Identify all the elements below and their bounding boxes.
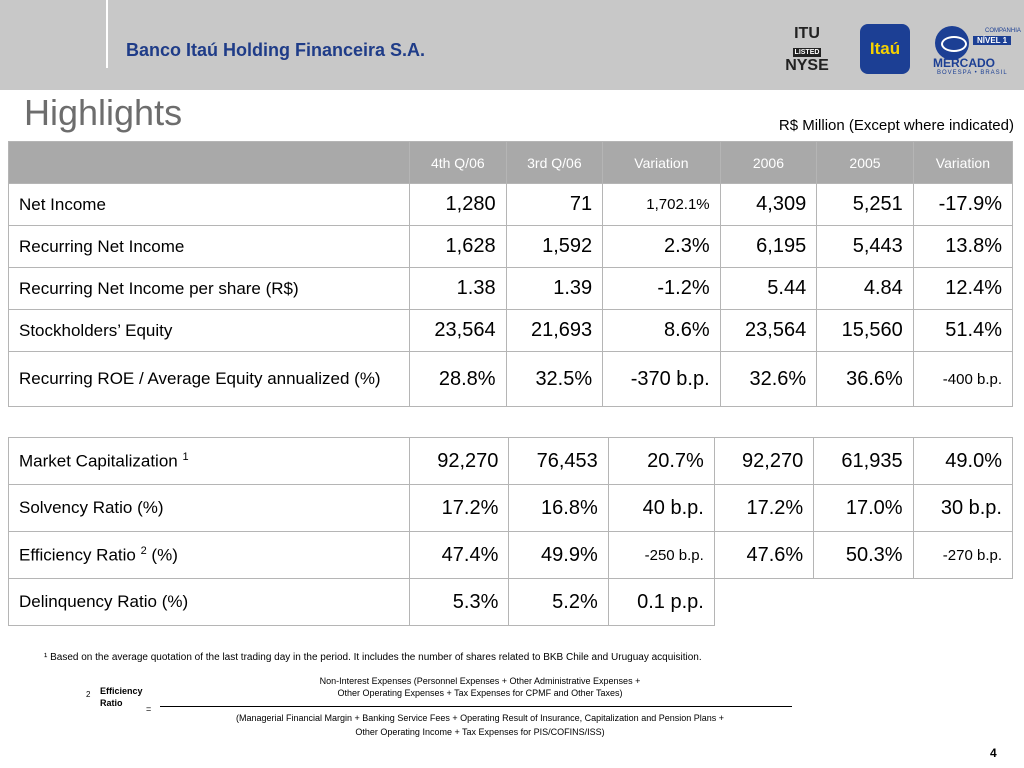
efficiency-ratio-formula <box>100 676 800 746</box>
page-title: Highlights <box>24 92 183 133</box>
footnote-1: ¹ Based on the average quotation of the last trading day in the period. It includes the number of shares related to BKB Chile and Uruguay acquisition. <box>44 652 702 663</box>
table-cell: 17.0% <box>814 485 913 532</box>
row-label-text: Efficiency Ratio <box>19 545 141 565</box>
row-label <box>9 532 410 579</box>
nyse-logo-line1: ITU <box>794 25 820 42</box>
bovespa-logo-name: MERCADO <box>933 56 995 70</box>
column-header: Variation <box>913 142 1012 184</box>
fraction-bar <box>160 706 792 707</box>
table-cell: 5.3% <box>410 579 509 626</box>
table-row <box>9 268 1013 310</box>
table-cell: 12.4% <box>913 268 1012 310</box>
table-cell: -370 b.p. <box>603 352 720 407</box>
table-cell: 28.8% <box>410 352 507 407</box>
column-header: 4th Q/06 <box>410 142 507 184</box>
nyse-logo-line3: NYSE <box>785 57 829 74</box>
table-cell: -250 b.p. <box>608 532 714 579</box>
empty-cell <box>714 579 813 626</box>
formula-label-line1: Efficiency <box>100 686 143 696</box>
table-cell: 71 <box>506 184 603 226</box>
numerator-line1: Non-Interest Expenses (Personnel Expenses + Other Administrative Expenses + <box>319 676 641 686</box>
table-cell: 0.1 p.p. <box>608 579 714 626</box>
row-label: Delinquency Ratio (%) <box>9 579 410 626</box>
table-cell: -270 b.p. <box>913 532 1012 579</box>
table-cell: 13.8% <box>913 226 1012 268</box>
table-row <box>9 532 1013 579</box>
table-row <box>9 352 1013 407</box>
table-cell: 61,935 <box>814 438 913 485</box>
column-header: 2005 <box>817 142 914 184</box>
row-label: Stockholders’ Equity <box>9 310 410 352</box>
empty-cell <box>913 579 1012 626</box>
column-header <box>9 142 410 184</box>
table-cell: 49.0% <box>913 438 1012 485</box>
table-cell: 5,443 <box>817 226 914 268</box>
formula-label <box>100 686 143 709</box>
table-cell: 17.2% <box>714 485 813 532</box>
footnote-2-marker: 2 <box>86 690 91 699</box>
table-header-row <box>9 142 1013 184</box>
page-number: 4 <box>990 746 997 760</box>
table-cell: 32.5% <box>506 352 603 407</box>
table-row <box>9 579 1013 626</box>
denominator-line2: Other Operating Income + Tax Expenses for PIS/COFINS/ISS) <box>355 726 605 737</box>
bovespa-logo-sub: BOVESPA • BRASIL <box>937 70 1008 76</box>
row-label: Recurring Net Income per share (R$) <box>9 268 410 310</box>
table-cell: 1,592 <box>506 226 603 268</box>
table-cell: 92,270 <box>410 438 509 485</box>
table-cell: 5.44 <box>720 268 817 310</box>
row-label-suffix: (%) <box>146 545 178 565</box>
nyse-logo-line2: LISTED <box>794 49 820 56</box>
row-label-text: Market Capitalization <box>19 451 183 471</box>
footnote-marker: 2 <box>140 544 147 557</box>
table-row <box>9 438 1013 485</box>
row-label: Recurring ROE / Average Equity annualized (%) <box>9 352 410 407</box>
table-cell: 4,309 <box>720 184 817 226</box>
formula-equals: = <box>146 704 152 714</box>
table-row <box>9 310 1013 352</box>
ratios-table <box>8 437 1013 626</box>
table-cell: 51.4% <box>913 310 1012 352</box>
table-cell: 47.6% <box>714 532 813 579</box>
table-cell: 1,280 <box>410 184 507 226</box>
header-bar <box>0 0 1024 90</box>
table-cell: 92,270 <box>714 438 813 485</box>
numerator-line2: Other Operating Expenses + Tax Expenses for CPMF and Other Taxes) <box>337 687 623 698</box>
bovespa-logo <box>933 26 1021 78</box>
table-cell: 1.39 <box>506 268 603 310</box>
row-label: Solvency Ratio (%) <box>9 485 410 532</box>
column-header: 2006 <box>720 142 817 184</box>
table-cell: 5,251 <box>817 184 914 226</box>
table-cell: 49.9% <box>509 532 608 579</box>
table-cell: -400 b.p. <box>913 352 1012 407</box>
column-header: 3rd Q/06 <box>506 142 603 184</box>
units-note: R$ Million (Except where indicated) <box>778 117 1014 134</box>
table-cell: -1.2% <box>603 268 720 310</box>
empty-cell <box>814 579 913 626</box>
table-cell: 16.8% <box>509 485 608 532</box>
row-label: Net Income <box>9 184 410 226</box>
header-divider <box>106 0 108 68</box>
table-cell: 2.3% <box>603 226 720 268</box>
table-cell: 6,195 <box>720 226 817 268</box>
row-label: Recurring Net Income <box>9 226 410 268</box>
table-cell: 8.6% <box>603 310 720 352</box>
table-cell: 30 b.p. <box>913 485 1012 532</box>
table-row <box>9 184 1013 226</box>
table-cell: 76,453 <box>509 438 608 485</box>
globe-icon <box>935 26 969 60</box>
table-cell: 50.3% <box>814 532 913 579</box>
footnote-marker: 1 <box>182 450 189 463</box>
itau-logo: Itaú <box>860 24 910 74</box>
row-label <box>9 438 410 485</box>
table-cell: 17.2% <box>410 485 509 532</box>
table-cell: 15,560 <box>817 310 914 352</box>
bovespa-logo-level: NÍVEL 1 <box>973 36 1011 45</box>
company-name: Banco Itaú Holding Financeira S.A. <box>126 40 426 60</box>
table-cell: 47.4% <box>410 532 509 579</box>
table-cell: 32.6% <box>720 352 817 407</box>
table-cell: 1,628 <box>410 226 507 268</box>
formula-denominator <box>210 712 750 739</box>
column-header: Variation <box>603 142 720 184</box>
table-row <box>9 485 1013 532</box>
nyse-logo <box>783 26 831 74</box>
table-cell: -17.9% <box>913 184 1012 226</box>
formula-label-line2: Ratio <box>100 697 123 708</box>
table-cell: 23,564 <box>410 310 507 352</box>
table-cell: 36.6% <box>817 352 914 407</box>
table-cell: 1,702.1% <box>603 184 720 226</box>
table-cell: 40 b.p. <box>608 485 714 532</box>
denominator-line1: (Managerial Financial Margin + Banking Service Fees + Operating Result of Insurance, Capitalization and Pension Plans + <box>235 713 725 723</box>
bovespa-logo-top: COMPANHIA <box>985 28 1021 34</box>
table-cell: 5.2% <box>509 579 608 626</box>
table-cell: 20.7% <box>608 438 714 485</box>
table-row <box>9 226 1013 268</box>
table-cell: 21,693 <box>506 310 603 352</box>
table-cell: 4.84 <box>817 268 914 310</box>
table-cell: 23,564 <box>720 310 817 352</box>
formula-numerator <box>300 676 660 699</box>
highlights-table <box>8 141 1013 407</box>
table-cell: 1.38 <box>410 268 507 310</box>
